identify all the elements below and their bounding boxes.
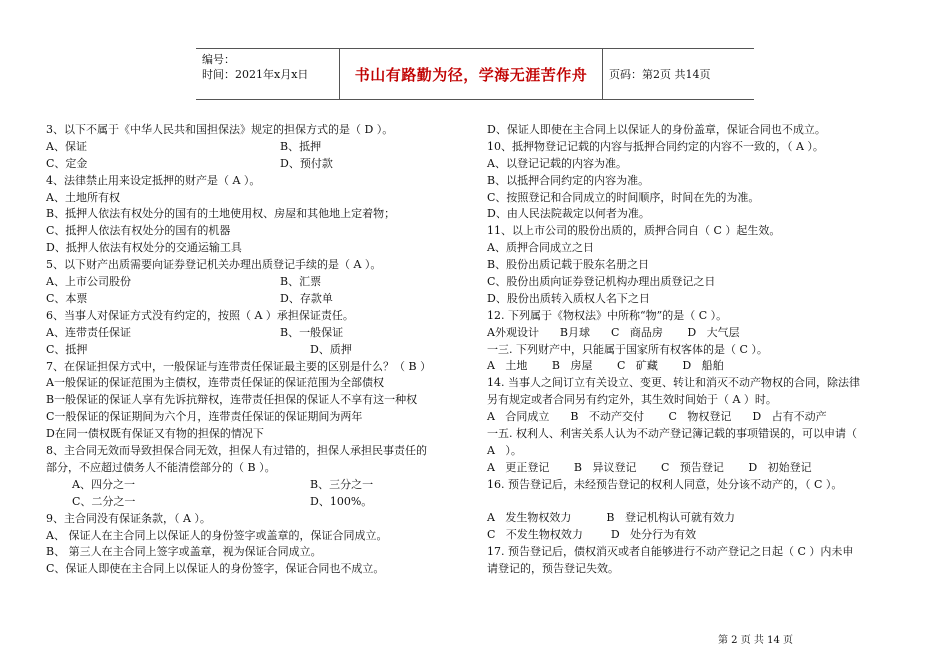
options-row bbox=[46, 156, 464, 173]
text-line: A 合同成立 B 不动产交付 C 物权登记 D 占有不动产 bbox=[487, 410, 827, 424]
question-5: 5、以下财产出质需要向证券登记机关办理出质登记手续的是（ A ）。 bbox=[46, 258, 382, 272]
option: B、汇票 bbox=[280, 275, 322, 289]
header-table bbox=[196, 48, 754, 100]
option: A、四分之一 bbox=[72, 477, 135, 491]
question-7: 7、在保证担保方式中，一般保证与连带责任保证最主要的区别是什么？（ B ） bbox=[46, 359, 432, 373]
option: D、抵押人依法有权处分的交通运输工具 bbox=[46, 241, 242, 255]
question-8-cont: 部分，不应超过债务人不能清偿部分的（ B ）。 bbox=[46, 460, 276, 474]
text-line: A外观设计 B月球 C 商品房 D 大气层 bbox=[487, 325, 740, 339]
option: C、保证人即使在主合同上以保证人的身份签字，保证合同也不成立。 bbox=[46, 562, 385, 576]
option: D、存款单 bbox=[280, 291, 333, 305]
question-11: 11、以上市公司的股份出质的，质押合同自（ C ）起生效。 bbox=[487, 224, 781, 238]
option: C、本票 bbox=[46, 291, 88, 305]
time-label: 时间：2021年x月x日 bbox=[202, 68, 309, 81]
left-column bbox=[46, 122, 464, 578]
option: C、抵押 bbox=[46, 342, 88, 356]
text-line: C 不发生物权效力 D 处分行为有效 bbox=[487, 528, 697, 542]
header-motto: 书山有路勤为径，学海无涯苦作舟 bbox=[340, 49, 603, 99]
text-line: A、以登记记载的内容为准。 bbox=[487, 156, 627, 170]
question-3: 3、以下不属于《中华人民共和国担保法》规定的担保方式的是（ D ）。 bbox=[46, 123, 394, 136]
question-8: 8、主合同无效而导致担保合同无效，担保人有过错的，担保人承担民事责任的 bbox=[46, 444, 427, 458]
option: B一般保证的保证人享有先诉抗辩权，连带责任担保的保证人不享有这一种权 bbox=[46, 393, 418, 407]
options-row bbox=[46, 274, 464, 291]
option: C、定金 bbox=[46, 156, 88, 170]
option: A、上市公司股份 bbox=[46, 275, 131, 289]
text-line: A 发生物权效力 B 登记机构认可就有效力 bbox=[487, 511, 735, 525]
question-4: 4、法律禁止用来设定抵押的财产是（ A ）。 bbox=[46, 173, 261, 187]
text-line: D、由人民法院裁定以何者为准。 bbox=[487, 207, 650, 221]
page-footer: 第 2 页 共 14 页 bbox=[718, 635, 793, 646]
text-line: C、按照登记和合同成立的时间顺序，时间在先的为准。 bbox=[487, 190, 760, 204]
option: D、质押 bbox=[310, 342, 352, 356]
options-row bbox=[46, 342, 464, 359]
option: B、抵押 bbox=[280, 139, 322, 153]
question-9: 9、主合同没有保证条款，（ A ）。 bbox=[46, 511, 211, 525]
text-line: B、股份出质记载于股东名册之日 bbox=[487, 258, 650, 272]
question-13: 一三. 下列财产中，只能属于国家所有权客体的是（ C ）。 bbox=[487, 342, 768, 356]
right-column bbox=[487, 122, 907, 578]
option: B、 第三人在主合同上签字或盖章，视为保证合同成立。 bbox=[46, 545, 322, 559]
option: C、抵押人依法有权处分的国有的机器 bbox=[46, 224, 231, 238]
option: A一般保证的保证范围为主债权，连带责任保证的保证范围为全部债权 bbox=[46, 376, 384, 390]
options-row bbox=[46, 291, 464, 308]
options-row bbox=[46, 139, 464, 156]
question-16: 16. 预告登记后，未经预告登记的权利人同意，处分该不动产的，（ C ）。 bbox=[487, 477, 843, 491]
option: B、抵押人依法有权处分的国有的土地使用权、房屋和其他地上定着物； bbox=[46, 207, 396, 221]
option: A、 保证人在主合同上以保证人的身份签字或盖章的，保证合同成立。 bbox=[46, 528, 388, 542]
option: B、三分之一 bbox=[310, 477, 374, 491]
text-line: A 更正登记 B 异议登记 C 预告登记 D 初始登记 bbox=[487, 460, 812, 474]
text-line: D、股份出质转入质权人名下之日 bbox=[487, 291, 650, 305]
question-17: 17. 预告登记后，债权消灭或者自能够进行不动产登记之日起（ C ）内未申 bbox=[487, 545, 854, 559]
text-line: A、质押合同成立之日 bbox=[487, 241, 594, 255]
text-line: A 土地 B 房屋 C 矿藏 D 船舶 bbox=[487, 359, 724, 373]
text-line: A ）。 bbox=[487, 443, 522, 457]
option: B、一般保证 bbox=[280, 325, 344, 339]
question-6: 6、当事人对保证方式没有约定的，按照（ A ）承担保证责任。 bbox=[46, 308, 354, 322]
options-row bbox=[46, 477, 464, 494]
question-15: 一五. 权利人、利害关系人认为不动产登记簿记载的事项错误的，可以申请（ bbox=[487, 427, 857, 441]
header-meta bbox=[196, 49, 340, 99]
number-label: 编号： bbox=[202, 53, 235, 66]
spacer bbox=[487, 494, 907, 511]
question-14: 14. 当事人之间订立有关设立、变更、转让和消灭不动产物权的合同，除法律 bbox=[487, 376, 860, 390]
text-line: 请登记的，预告登记失效。 bbox=[487, 562, 619, 576]
options-row bbox=[46, 494, 464, 511]
option: D、100%。 bbox=[310, 494, 373, 508]
option: D、预付款 bbox=[280, 156, 333, 170]
option: A、连带责任保证 bbox=[46, 325, 131, 339]
text-line: C、股份出质向证券登记机构办理出质登记之日 bbox=[487, 275, 716, 289]
option: C、二分之一 bbox=[72, 494, 136, 508]
question-10: 10、抵押物登记记载的内容与抵押合同约定的内容不一致的，（ A ）。 bbox=[487, 139, 824, 153]
option: A、土地所有权 bbox=[46, 190, 120, 204]
header-page-info: 页码：第2页 共14页 bbox=[609, 68, 711, 81]
option: D在同一债权既有保证又有物的担保的情况下 bbox=[46, 427, 264, 441]
text-line: 另有规定或者合同另有约定外，其生效时间始于（ A ）时。 bbox=[487, 393, 777, 407]
option: C一般保证的保证期间为六个月，连带责任保证的保证期间为两年 bbox=[46, 410, 363, 424]
option: A、保证 bbox=[46, 139, 87, 153]
options-row bbox=[46, 325, 464, 342]
text-line: D、保证人即使在主合同上以保证人的身份盖章，保证合同也不成立。 bbox=[487, 123, 826, 136]
question-12: 12. 下列属于《物权法》中所称“物”的是（ C ）。 bbox=[487, 308, 728, 322]
text-line: B、以抵押合同约定的内容为准。 bbox=[487, 173, 650, 187]
